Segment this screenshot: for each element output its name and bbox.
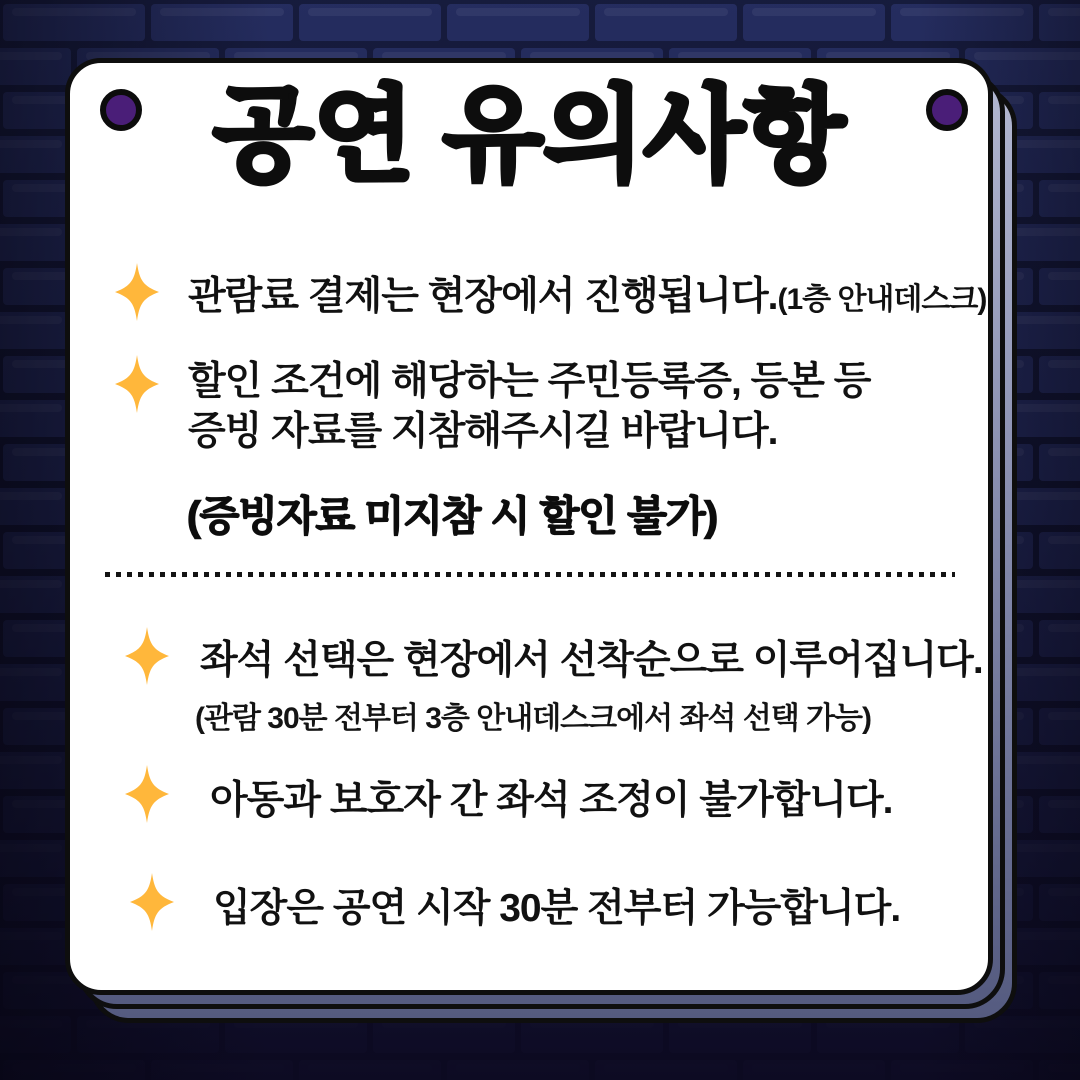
notice-subnote: (관람 30분 전부터 3층 안내데스크에서 좌석 선택 가능) xyxy=(195,702,871,735)
sparkle-icon xyxy=(115,355,159,413)
notice-item xyxy=(195,629,983,737)
notice-suffix: (1층 안내데스크) xyxy=(777,283,987,316)
sparkle-icon xyxy=(115,263,159,321)
notice-item xyxy=(210,769,892,825)
notice-text: 입장은 공연 시작 30분 전부터 가능합니다. xyxy=(213,887,901,930)
notice-item xyxy=(188,265,986,321)
notice-text: 아동과 보호자 간 좌석 조정이 불가합니다. xyxy=(210,779,893,822)
dotted-divider xyxy=(105,572,955,577)
notice-text: 좌석 선택은 현장에서 선착순으로 이루어집니다. xyxy=(200,639,983,682)
sparkle-icon xyxy=(125,765,169,823)
sparkle-icon xyxy=(130,873,174,931)
notice-text: 할인 조건에 해당하는 주민등록증, 등본 등 xyxy=(188,360,871,403)
sparkle-icon xyxy=(125,627,169,685)
notice-card xyxy=(65,58,993,995)
notice-item xyxy=(213,877,900,933)
notice-text: 증빙 자료를 지참해주시길 바랍니다. xyxy=(188,410,778,453)
page-title: 공연 유의사항 xyxy=(213,78,845,194)
warning-note: (증빙자료 미지참 시 할인 불가) xyxy=(187,493,718,539)
notice-item xyxy=(188,357,870,457)
notice-text: 관람료 결제는 현장에서 진행됩니다. xyxy=(188,275,778,318)
